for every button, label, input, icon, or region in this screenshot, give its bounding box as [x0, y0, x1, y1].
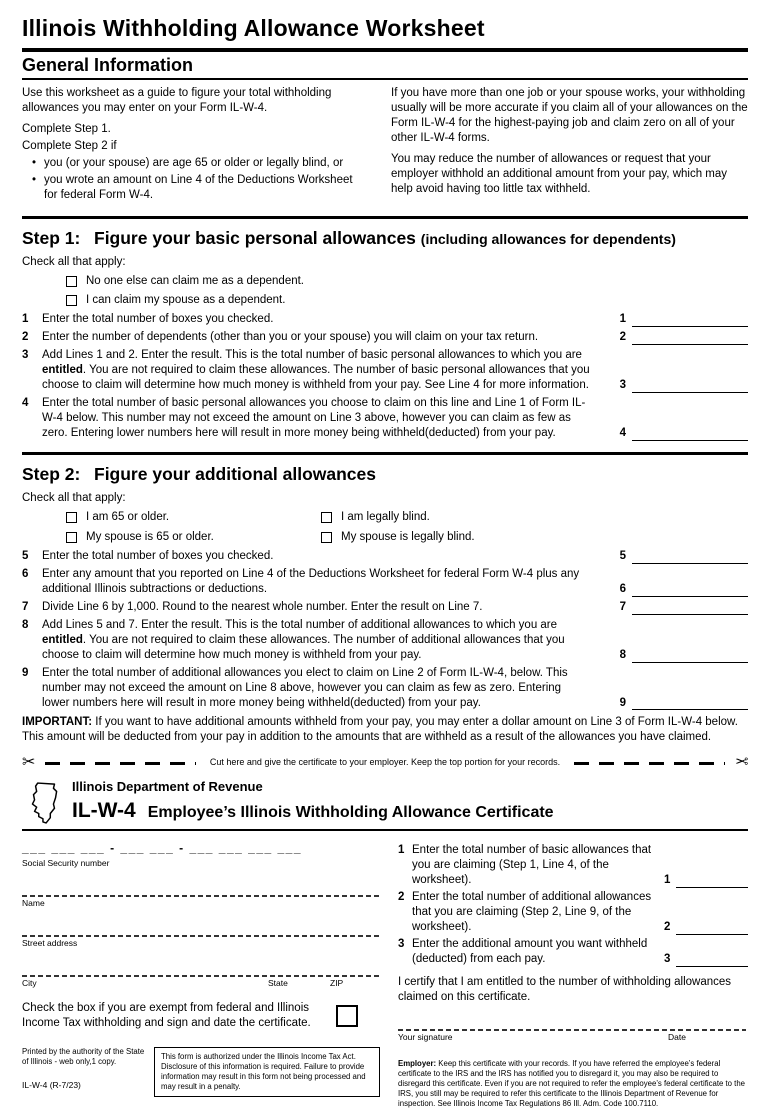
line-text: Enter the total number of basic allowances that you are claiming (Step 1, Line 4, of the worksheet). [412, 844, 652, 887]
certificate-right-column [398, 841, 746, 1109]
line-6-entry-blank[interactable] [632, 584, 748, 597]
worksheet-line-1 [22, 312, 748, 327]
signature-entry-line[interactable] [398, 1029, 746, 1031]
line-fill: 3 [664, 937, 748, 967]
printed-by-text: Printed by the authority of the State of Illinois - web only,1 copy. [22, 1046, 145, 1066]
line-number: 9 [22, 666, 29, 679]
printed-by-column [22, 1047, 150, 1098]
title-rule [22, 48, 748, 52]
line-number: 1 [22, 313, 29, 326]
certify-statement: I certify that I am entitled to the number of withholding allowances claimed on this certificate. [398, 975, 732, 1003]
form-revision: IL-W-4 (R-7/23) [22, 1080, 81, 1091]
certificate-title-row [72, 797, 554, 824]
certificate-line-3 [398, 937, 746, 967]
line-number: 2 [398, 891, 405, 904]
exempt-instruction: Check the box if you are exempt from federal and Illinois Income Tax withholding and sign and date the certificate. [22, 1002, 311, 1030]
line-number: 8 [22, 618, 29, 631]
certificate-line-2 [398, 890, 746, 935]
list-item: • you wrote an amount on Line 4 of the Deductions Worksheet for federal Form W-4. [32, 173, 360, 203]
dependent-spouse-checkbox[interactable] [66, 295, 77, 306]
worksheet-line-7 [22, 600, 748, 615]
line-number: 3 [398, 937, 405, 950]
step1-label: Step 1: [22, 227, 81, 248]
step2-heading-text: Figure your additional allowances [94, 463, 376, 484]
step1-check-prompt: Check all that apply: [22, 256, 126, 269]
street-entry-line[interactable] [22, 935, 380, 937]
step2-checkbox-row [321, 510, 581, 525]
certificate-left-column [22, 841, 380, 1109]
cut-dashes [574, 762, 725, 765]
scissors-icon: ✂ [734, 754, 749, 772]
exempt-checkbox[interactable] [336, 1005, 358, 1027]
city-state-zip-labels [22, 978, 380, 989]
age-65-spouse-checkbox[interactable] [66, 532, 77, 543]
step1-heading [22, 227, 748, 250]
worksheet-line-2 [22, 330, 748, 345]
step2-checkbox-row [66, 510, 321, 525]
general-info-heading: General Information [22, 54, 194, 75]
name-field [22, 895, 380, 909]
step1-checkbox-row [66, 293, 748, 308]
page-title: Illinois Withholding Allowance Worksheet [22, 15, 485, 41]
blind-self-checkbox[interactable] [321, 512, 332, 523]
step1-heading-paren: (including allowances for dependents) [420, 230, 676, 247]
general-info-section [22, 86, 748, 205]
state-label: State [268, 978, 288, 989]
line-number: 3 [22, 349, 29, 362]
line-fill: 4 [590, 396, 748, 441]
line-fill: 5 [590, 549, 748, 564]
general-info-paragraph: Use this worksheet as a guide to figure your total withholding allowances you may enter on your Form IL-W-4. [22, 87, 332, 115]
line-text: Divide Line 6 by 1,000. Round to the nearest whole number. Enter the result on Line 7. [42, 600, 483, 613]
line-8-entry-blank[interactable] [632, 650, 748, 663]
step2-heading [22, 463, 748, 486]
step2-checkbox-grid [66, 510, 748, 545]
name-label: Name [22, 897, 45, 908]
cut-separator [22, 755, 748, 771]
cut-instruction: Cut here and give the certificate to your employer. Keep the top portion for your records. [209, 757, 561, 768]
cut-dashes [45, 762, 196, 765]
worksheet-line-6 [22, 567, 748, 597]
checkbox-label: My spouse is legally blind. [341, 531, 475, 544]
line-9-entry-blank[interactable] [632, 697, 748, 710]
checkbox-label: No one else can claim me as a dependent. [86, 275, 304, 288]
scissors-icon: ✂ [22, 754, 36, 772]
line-text: Enter the additional amount you want withheld (deducted) from each pay. [412, 937, 648, 965]
step2-check-prompt: Check all that apply: [22, 492, 126, 505]
certificate-line-1 [398, 843, 746, 888]
employer-note: Employer: Keep this certificate with your records. If you have referred the employee’s federal certificate to the IRS and the IRS has notified you to disregard it, you may also be required to disregard this certificate. Even if you are not required to refer the employee’s federal certificate to the IRS, you still may be required to refer this certificate to the Illinois Department of Revenue for inspection. See Illinois Income Tax Regulations 86 Ill. Adm. Code 100.7110. [398, 1058, 745, 1109]
certificate-title: Employee’s Illinois Withholding Allowance Certificate [147, 804, 554, 822]
street-field [22, 935, 380, 949]
line-3-entry-blank[interactable] [632, 380, 748, 393]
step1-checkbox-row [66, 274, 748, 289]
line-text: Enter the total number of basic personal allowances you choose to claim on this line and Line 1 of Form IL-W-4 below. This number may not exceed the amount on Line 3 above, however you can claim as few as zero. Entering lower numbers here will result in more money being withheld(deducted) from your pay. [42, 396, 586, 439]
line-fill: 1 [590, 312, 748, 327]
complete-step1-text: Complete Step 1. [22, 123, 111, 136]
line-number: 6 [22, 568, 29, 580]
line-fill: 6 [590, 567, 748, 597]
step2-condition-list [32, 156, 360, 203]
general-info-rule [22, 78, 748, 80]
general-info-paragraph: If you have more than one job or your spouse works, your withholding usually will be more accurate if you claim all of your allowances on the Form IL-W-4 for the highest-paying job and claim zero on all of your other IL-W-4 forms. [391, 87, 748, 145]
signature-labels [398, 1032, 746, 1043]
line-number: 7 [22, 600, 29, 613]
step2-rule [22, 452, 748, 455]
line-fill: 3 [590, 348, 748, 393]
line-fill: 9 [590, 666, 748, 711]
city-state-zip-field [22, 975, 380, 989]
line-text: Enter the total number of boxes you checked. [42, 313, 274, 326]
fine-print-row [22, 1047, 380, 1098]
general-info-left-column [22, 86, 360, 205]
step1-heading-text: Figure your basic personal allowances [94, 227, 421, 248]
line-text: Enter any amount that you reported on Line 4 of the Deductions Worksheet for federal Form W-4 plus any additional Illinois subtractions or deductions. [42, 568, 580, 595]
worksheet-line-9 [22, 666, 748, 711]
line-number: 1 [398, 844, 405, 857]
exempt-section [22, 1001, 380, 1031]
certificate-header [30, 779, 748, 824]
step2-checkbox-row [66, 530, 321, 545]
disclosure-notice: This form is authorized under the Illinois Income Tax Act. Disclosure of this information is required. Failure to provide information may result in this form not being processed and may result in a penalty. [154, 1047, 380, 1098]
step2-label: Step 2: [22, 463, 81, 484]
city-state-zip-entry-line[interactable] [22, 975, 380, 977]
checkbox-label: I am 65 or older. [86, 511, 170, 524]
age-65-self-checkbox[interactable] [66, 512, 77, 523]
line-number: 4 [22, 396, 29, 409]
general-info-right-column [391, 86, 748, 205]
dependent-self-checkbox[interactable] [66, 276, 77, 287]
line-fill: 2 [590, 330, 748, 345]
checkbox-label: I am legally blind. [341, 511, 430, 524]
signature-label: Your signature [398, 1031, 453, 1042]
zip-label: ZIP [330, 978, 344, 989]
ssn-entry-blanks[interactable]: ___ ___ ___ - ___ ___ - ___ ___ ___ ___ [22, 841, 303, 856]
line-text: Add Lines 1 and 2. Enter the result. This is the total number of basic personal allowances to which you are entitled. You are not required to claim these allowances. The number of basic personal allowances that you choose to claim will determine how much money is withheld from your pay. See Line 4 for more information. [42, 349, 590, 391]
general-info-paragraph: You may reduce the number of allowances or request that your employer withhold an additional amount from your pay, which may help avoid having too little tax withheld. [391, 153, 728, 195]
line-2-entry-blank[interactable] [632, 332, 748, 345]
certificate-header-text [72, 779, 554, 824]
line-text: Enter the number of dependents (other than you or your spouse) you will claim on your tax return. [42, 331, 539, 344]
cert-line-2-entry-blank[interactable] [676, 922, 748, 935]
agency-name: Illinois Department of Revenue [72, 779, 263, 795]
line-number: 2 [22, 331, 29, 344]
line-text: Enter the total number of additional allowances you elect to claim on Line 2 of Form IL-W-4, below. This number may not exceed the amount on Line 8 above, however you can claim as few as zero. Entering lower numbers here will result in more money being withheld(deducted) from your pay. [42, 666, 568, 709]
list-item: • you (or your spouse) are age 65 or older or legally blind, or [32, 156, 360, 171]
line-text: Add Lines 5 and 7. Enter the result. This is the total number of additional allowances to which you are entitled. You are not required to claim these allowances. The number of additional allowances that you choose to claim will determine how much money is withheld from your pay. [42, 618, 565, 661]
date-label: Date [668, 1031, 686, 1042]
line-fill: 2 [664, 890, 748, 935]
line-text: Enter the total number of boxes you checked. [42, 550, 274, 563]
worksheet-line-8 [22, 618, 748, 663]
line-4-entry-blank[interactable] [632, 428, 748, 441]
line-number: 5 [22, 550, 29, 563]
step1-rule [22, 216, 748, 219]
checkbox-label: I can claim my spouse as a dependent. [86, 294, 286, 307]
checkbox-label: My spouse is 65 or older. [86, 531, 214, 544]
worksheet-line-5 [22, 549, 748, 564]
step2-checkbox-row [321, 530, 581, 545]
cert-line-3-entry-blank[interactable] [676, 954, 748, 967]
street-label: Street address [22, 937, 78, 948]
line-fill: 1 [664, 843, 748, 888]
line-text: Enter the total number of additional allowances that you are claiming (Step 2, Line 9, of the worksheet). [412, 891, 652, 933]
city-label: City [22, 978, 37, 989]
certificate-rule [22, 829, 748, 832]
signature-field [398, 1029, 746, 1043]
ssn-label: Social Security number [22, 857, 110, 868]
cert-line-1-entry-blank[interactable] [676, 875, 748, 888]
complete-step2-text: Complete Step 2 if [22, 140, 117, 153]
illinois-state-outline-icon [30, 782, 58, 824]
blind-spouse-checkbox[interactable] [321, 532, 332, 543]
line-fill: 8 [590, 618, 748, 663]
important-note: IMPORTANT: If you want to have additional amounts withheld from your pay, you may enter a dollar amount on Line 3 of Form IL-W-4 below. This amount will be deducted from your pay in addition to the amounts that are withheld as a result of the allowances you have claimed. [22, 716, 738, 744]
worksheet-line-3 [22, 348, 748, 393]
line-5-entry-blank[interactable] [632, 551, 748, 564]
certificate-body [22, 841, 748, 1109]
line-fill: 7 [590, 600, 748, 615]
worksheet-line-4 [22, 396, 748, 441]
line-7-entry-blank[interactable] [632, 602, 748, 615]
form-id: IL-W-4 [72, 799, 136, 823]
name-entry-line[interactable] [22, 895, 380, 897]
line-1-entry-blank[interactable] [632, 314, 748, 327]
